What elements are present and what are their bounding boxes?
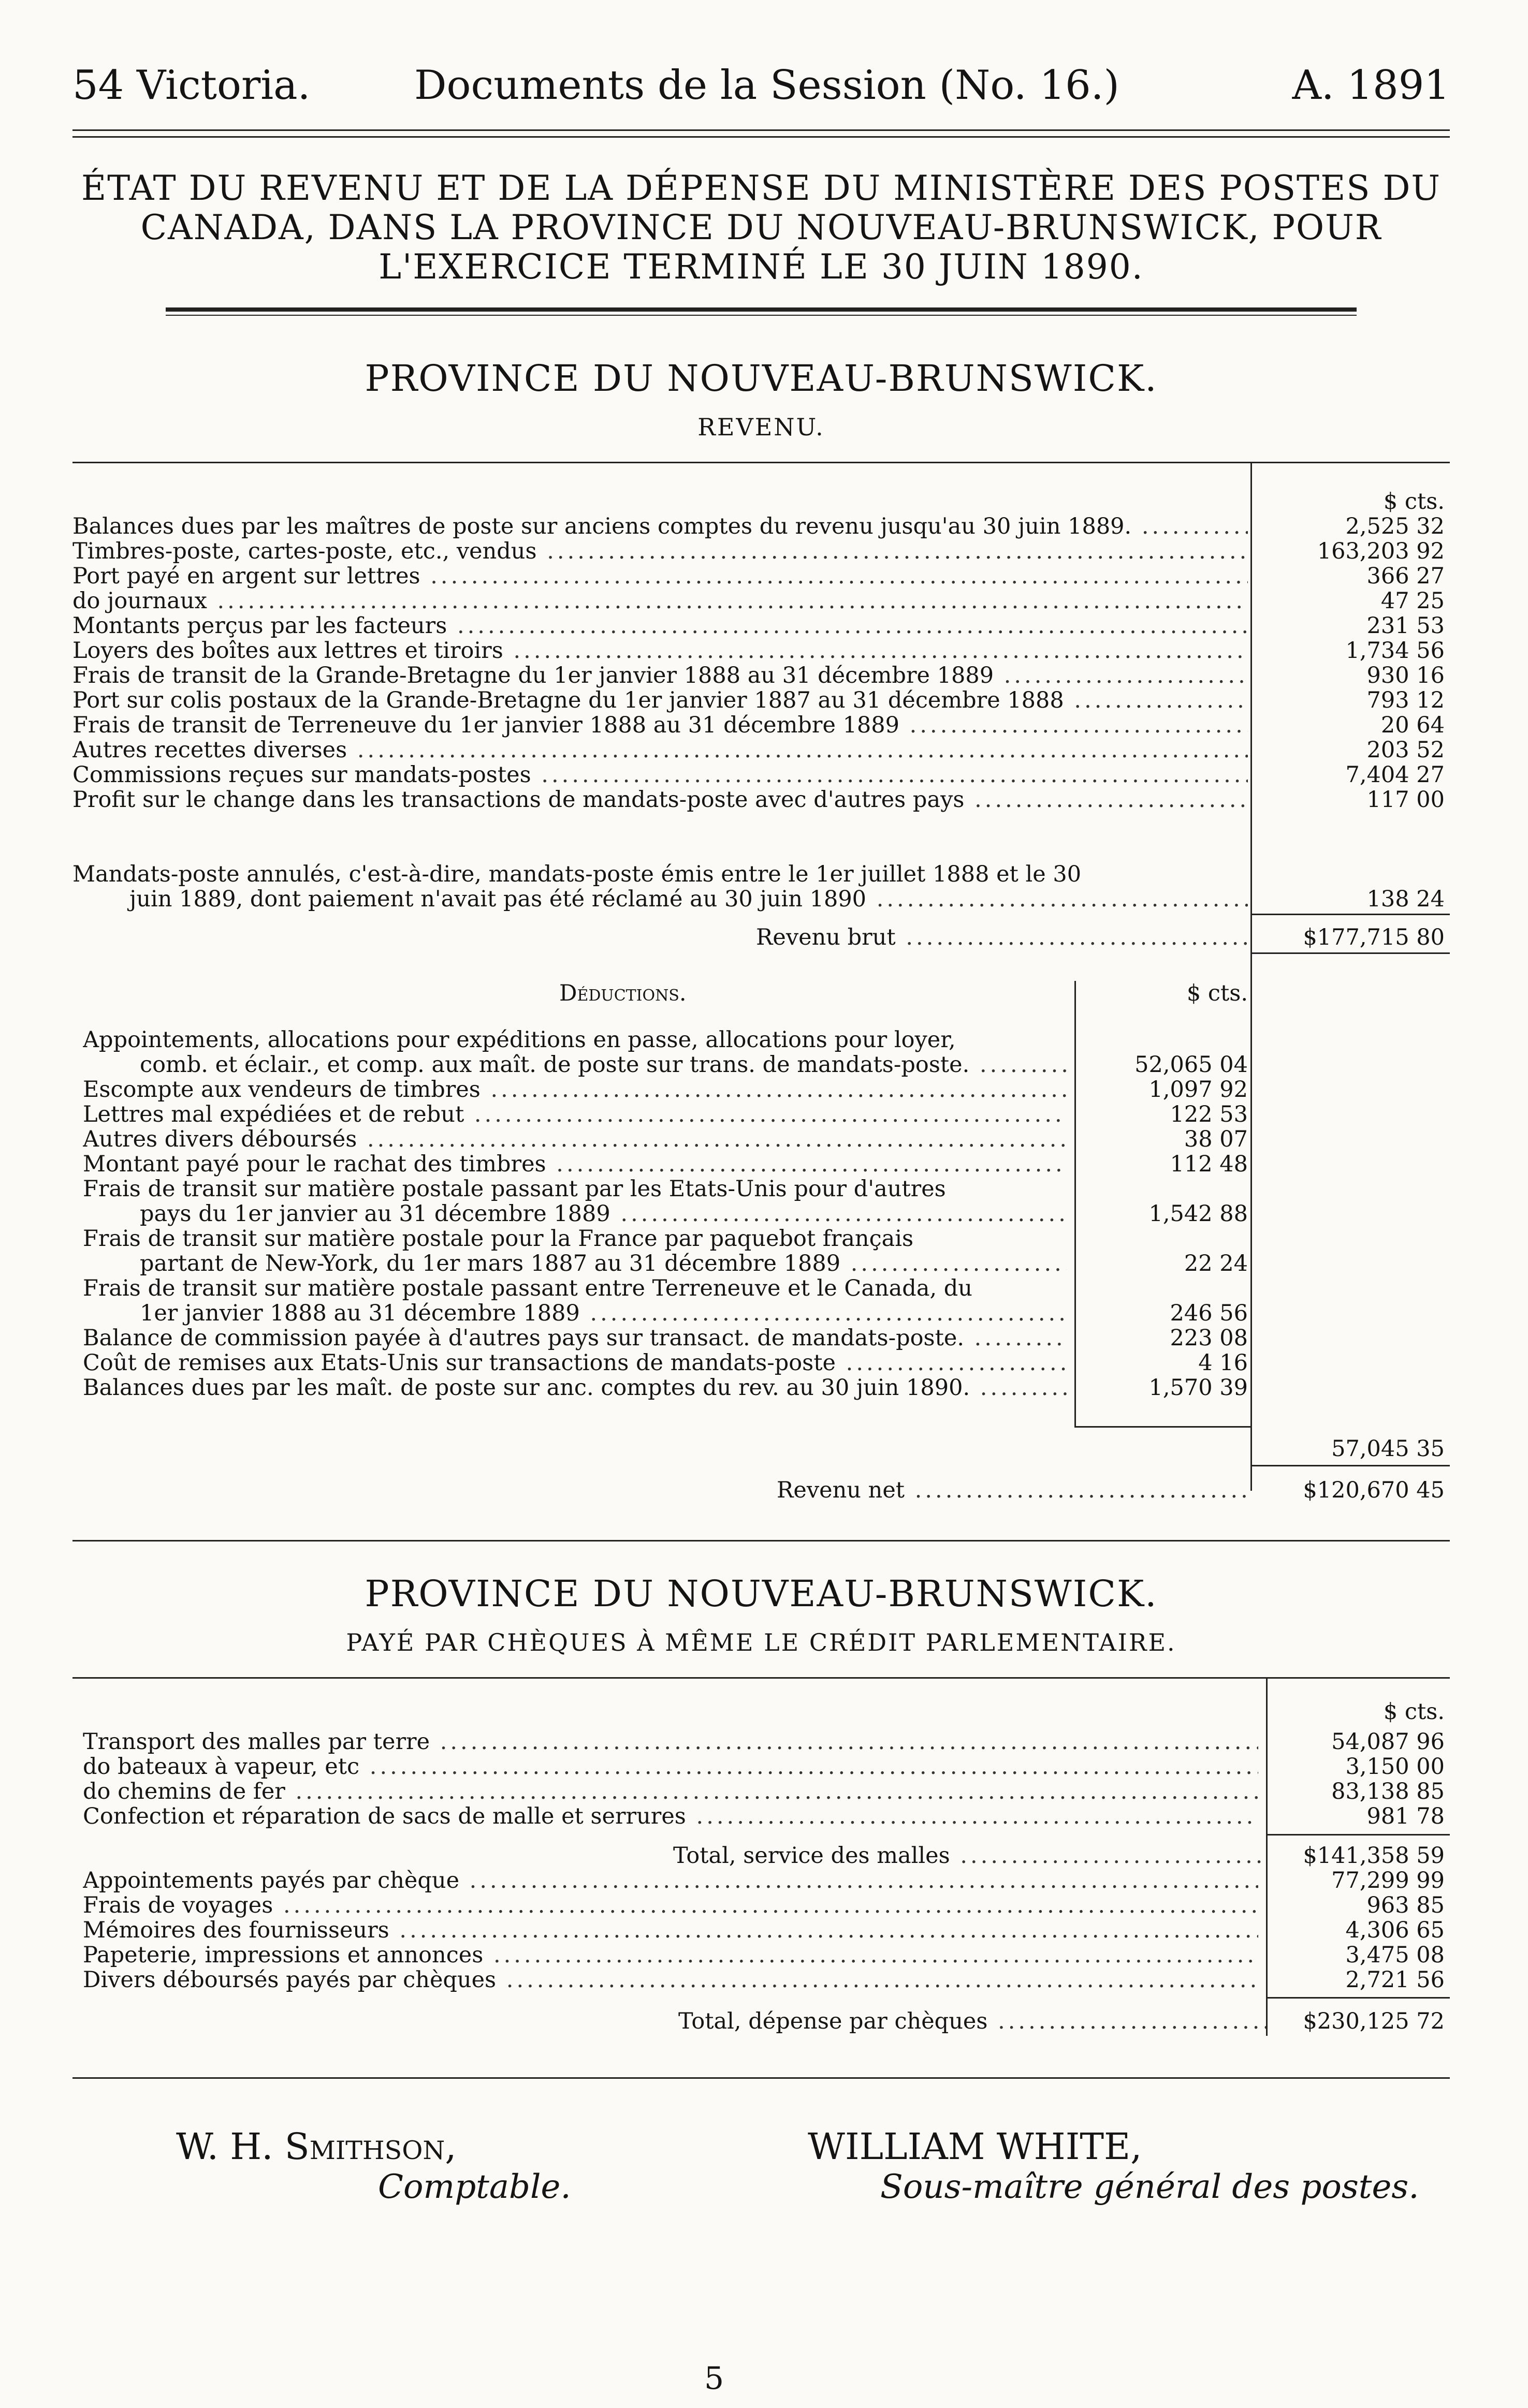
list-item <box>72 514 1450 539</box>
list-item <box>72 539 1450 564</box>
item-amount: 2,721 56 <box>1345 1967 1445 1993</box>
item-amount: 163,203 92 <box>1317 538 1445 564</box>
item-amount: 203 52 <box>1366 737 1445 763</box>
list-item <box>72 613 1450 638</box>
item-amount: 1,734 56 <box>1345 638 1445 664</box>
sum-rule <box>1266 1834 1450 1836</box>
item-amount: 223 08 <box>1170 1325 1248 1351</box>
net-revenue-label: Revenu net ..... <box>777 1478 1250 1503</box>
item-label: Frais de voyages ..... <box>83 1893 1258 1918</box>
title-line: L'EXERCICE TERMINÉ LE 30 JUIN 1890. <box>379 247 1144 287</box>
item-amount: 930 16 <box>1366 663 1445 688</box>
header-right: A. 1891 <box>1292 62 1450 109</box>
item-label: Frais de transit de Terreneuve du 1er janvier 1888 au 31 décembre 1889 ..... <box>72 713 1248 738</box>
list-item <box>83 1893 1450 1918</box>
item-label: Port sur colis postaux de la Grande-Bretagne du 1er janvier 1887 au 31 décembre 1888 ..... <box>72 688 1248 713</box>
item-amount: 366 27 <box>1366 563 1445 589</box>
item-label: Balances dues par les maîtres de poste sur anciens comptes du revenu jusqu'au 30 juin 1889. ..... <box>72 514 1248 539</box>
item-amount: 22 24 <box>1184 1251 1248 1276</box>
item-label: do journaux ..... <box>72 589 1248 613</box>
revenue-subtitle: REVENU. <box>697 413 825 441</box>
deductions-title: Déductions. <box>559 981 687 1006</box>
revenue-table <box>72 463 1450 1524</box>
sum-rule <box>1250 914 1450 915</box>
item-label: Lettres mal expédiées et de rebut ..... <box>83 1102 1067 1127</box>
item-label: Frais de transit sur matière postale passant par les Etats-Unis pour d'autres <box>83 1177 946 1201</box>
footer-rule <box>72 2077 1450 2079</box>
item-amount: 3,475 08 <box>1345 1942 1445 1968</box>
list-item <box>83 1077 1450 1102</box>
document-page <box>72 62 1450 2244</box>
item-amount: 77,299 99 <box>1331 1868 1445 1893</box>
list-item <box>83 1804 1450 1829</box>
list-item <box>72 762 1450 787</box>
item-label: Transport des malles par terre ..... <box>83 1729 1258 1754</box>
item-label: Escompte aux vendeurs de timbres ..... <box>83 1077 1067 1102</box>
item-label: Autres recettes diverses ..... <box>72 738 1248 762</box>
item-label: Confection et réparation de sacs de malle et serrures ..... <box>83 1804 1258 1829</box>
item-label: comb. et éclair., et comp. aux maît. de poste sur trans. de mandats-poste. ..... <box>83 1052 1067 1077</box>
list-item <box>83 1102 1450 1127</box>
document-title <box>72 169 1450 287</box>
revenue-item-label: Mandats-poste annulés, c'est-à-dire, mandats-poste émis entre le 1er juillet 1888 et le 30 <box>72 862 1082 887</box>
accountant-signature <box>176 2125 571 2206</box>
item-amount: 963 85 <box>1366 1892 1445 1918</box>
item-amount: 1,097 92 <box>1148 1077 1248 1103</box>
title-line: CANADA, DANS LA PROVINCE DU NOUVEAU-BRUNSWICK, POUR <box>140 208 1382 247</box>
item-amount: 1,570 39 <box>1148 1375 1248 1401</box>
list-item <box>83 1127 1450 1152</box>
sum-rule <box>1250 1465 1450 1466</box>
item-label: Papeterie, impressions et annonces ..... <box>83 1943 1258 1967</box>
list-item <box>72 564 1450 589</box>
item-label: Port payé en argent sur lettres ..... <box>72 564 1248 589</box>
postmaster-signature <box>808 2125 1419 2206</box>
item-label: Appointements payés par chèque ..... <box>83 1868 1258 1893</box>
list-item <box>72 787 1450 812</box>
item-amount: 117 00 <box>1366 787 1445 813</box>
sum-rule <box>1266 1997 1450 1999</box>
list-item <box>83 1375 1450 1400</box>
item-label: Frais de transit sur matière postale passant entre Terreneuve et le Canada, du <box>83 1276 973 1301</box>
list-item <box>72 738 1450 762</box>
list-item <box>83 1918 1450 1943</box>
list-item <box>83 1967 1450 1992</box>
item-amount: 47 25 <box>1380 588 1445 614</box>
revenue-item-amount: 138 24 <box>1366 886 1445 912</box>
item-label: do chemins de fer ..... <box>83 1779 1258 1804</box>
item-label: partant de New-York, du 1er mars 1887 au 31 décembre 1889 ..... <box>83 1251 1067 1276</box>
item-label: Frais de transit sur matière postale pour la France par paquebot français <box>83 1226 914 1251</box>
item-label: Profit sur le change dans les transactions de mandats-poste avec d'autres pays ..... <box>72 787 1248 812</box>
net-revenue-row <box>72 1478 1450 1503</box>
header-left: 54 Victoria. <box>72 62 311 109</box>
signature-block <box>72 2110 1450 2244</box>
item-amount: 3,150 00 <box>1345 1754 1445 1780</box>
revenue-item-label: juin 1889, dont paiement n'avait pas été réclamé au 30 juin 1890 ..... <box>72 887 1248 912</box>
item-amount: 981 78 <box>1366 1803 1445 1829</box>
grand-total-row <box>72 2009 1450 2034</box>
list-item <box>83 1754 1450 1779</box>
mail-total-label: Total, service des malles ..... <box>673 1843 1266 1868</box>
item-label: Frais de transit de la Grande-Bretagne du 1er janvier 1888 au 31 décembre 1889 ..... <box>72 663 1248 688</box>
item-amount: 231 53 <box>1366 613 1445 639</box>
item-amount: 246 56 <box>1170 1300 1248 1326</box>
expenses-province-title: PROVINCE DU NOUVEAU-BRUNSWICK. <box>365 1573 1158 1615</box>
item-amount: 112 48 <box>1170 1151 1248 1177</box>
item-amount: 793 12 <box>1366 687 1445 713</box>
item-label: Mémoires des fournisseurs ..... <box>83 1918 1258 1943</box>
sum-rule <box>1074 1426 1250 1428</box>
title-rule <box>166 307 1357 316</box>
accountant-title: Comptable. <box>378 2168 571 2206</box>
sum-rule <box>1250 952 1450 954</box>
list-item <box>72 862 1450 912</box>
expenses-subtitle: PAYÉ PAR CHÈQUES À MÊME LE CRÉDIT PARLEMENTAIRE. <box>346 1628 1176 1656</box>
list-item <box>83 1779 1450 1804</box>
item-label: Balance de commission payée à d'autres pays sur transact. de mandats-poste. ..... <box>83 1326 1067 1350</box>
item-amount: 7,404 27 <box>1345 762 1445 788</box>
item-label: 1er janvier 1888 au 31 décembre 1889 ..... <box>83 1301 1067 1326</box>
list-item <box>83 1943 1450 1967</box>
revenue-province-title: PROVINCE DU NOUVEAU-BRUNSWICK. <box>365 357 1158 400</box>
list-item <box>83 1027 1450 1077</box>
header-rule <box>72 129 1450 138</box>
section-rule <box>72 1540 1450 1541</box>
list-item <box>83 1868 1450 1893</box>
net-revenue-amount: $120,670 45 <box>1303 1477 1445 1503</box>
page-number: 5 <box>704 2360 724 2397</box>
list-item <box>83 1177 1450 1226</box>
list-item <box>83 1729 1450 1754</box>
deductions-total: 57,045 35 <box>1331 1436 1445 1462</box>
list-item <box>72 688 1450 713</box>
list-item <box>72 638 1450 663</box>
item-amount: 54,087 96 <box>1331 1729 1445 1755</box>
expenses-table <box>72 1679 1450 2072</box>
list-item <box>83 1276 1450 1326</box>
item-amount: 83,138 85 <box>1331 1779 1445 1804</box>
gross-revenue-amount: $177,715 80 <box>1303 924 1445 950</box>
mail-total-row <box>72 1843 1450 1868</box>
item-amount: 2,525 32 <box>1345 513 1445 539</box>
mail-total-amount: $141,358 59 <box>1303 1843 1445 1869</box>
list-item <box>72 589 1450 613</box>
item-label: Commissions reçues sur mandats-postes ..... <box>72 762 1248 787</box>
item-amount: 4 16 <box>1198 1350 1248 1376</box>
item-label: Autres divers déboursés ..... <box>83 1127 1067 1152</box>
list-item <box>72 663 1450 688</box>
currency-header: $ cts. <box>1383 489 1445 515</box>
list-item <box>83 1326 1450 1350</box>
item-amount: 20 64 <box>1380 712 1445 738</box>
postmaster-title: Sous-maître général des postes. <box>880 2168 1419 2206</box>
currency-header: $ cts. <box>1383 1699 1445 1725</box>
list-item <box>72 713 1450 738</box>
grand-total-amount: $230,125 72 <box>1303 2008 1445 2034</box>
item-label: Timbres-poste, cartes-poste, etc., vendus ..... <box>72 539 1248 564</box>
item-amount: 1,542 88 <box>1148 1201 1248 1227</box>
item-label: Balances dues par les maît. de poste sur anc. comptes du rev. au 30 juin 1890. ..... <box>83 1375 1067 1400</box>
item-amount: 122 53 <box>1170 1102 1248 1127</box>
item-label: pays du 1er janvier au 31 décembre 1889 ..... <box>83 1201 1067 1226</box>
item-label: Coût de remises aux Etats-Unis sur transactions de mandats-poste ..... <box>83 1350 1067 1375</box>
title-line: ÉTAT DU REVENU ET DE LA DÉPENSE DU MINISTÈRE DES POSTES DU <box>81 168 1441 208</box>
item-label: Loyers des boîtes aux lettres et tiroirs ..... <box>72 638 1248 663</box>
deductions-currency-header: $ cts. <box>1186 980 1248 1006</box>
accountant-name: W. H. Smithson, <box>176 2125 457 2168</box>
list-item <box>83 1226 1450 1276</box>
gross-revenue-row <box>72 925 1450 950</box>
header-center: Documents de la Session (No. 16.) <box>414 62 1119 109</box>
item-amount: 52,065 04 <box>1134 1052 1248 1078</box>
running-header <box>72 62 1450 119</box>
list-item <box>83 1152 1450 1177</box>
list-item <box>83 1350 1450 1375</box>
item-label: do bateaux à vapeur, etc ..... <box>83 1754 1258 1779</box>
item-label: Appointements, allocations pour expéditions en passe, allocations pour loyer, <box>83 1027 956 1052</box>
item-amount: 38 07 <box>1184 1126 1248 1152</box>
item-amount: 4,306 65 <box>1345 1917 1445 1943</box>
grand-total-label: Total, dépense par chèques ..... <box>678 2009 1266 2034</box>
item-label: Divers déboursés payés par chèques ..... <box>83 1967 1258 1992</box>
item-label: Montant payé pour le rachat des timbres ..... <box>83 1152 1067 1177</box>
gross-revenue-label: Revenu brut ..... <box>756 925 1250 950</box>
deductions-header-row <box>72 981 1450 1006</box>
item-label: Montants perçus par les facteurs ..... <box>72 613 1248 638</box>
postmaster-name: WILLIAM WHITE, <box>808 2125 1142 2168</box>
